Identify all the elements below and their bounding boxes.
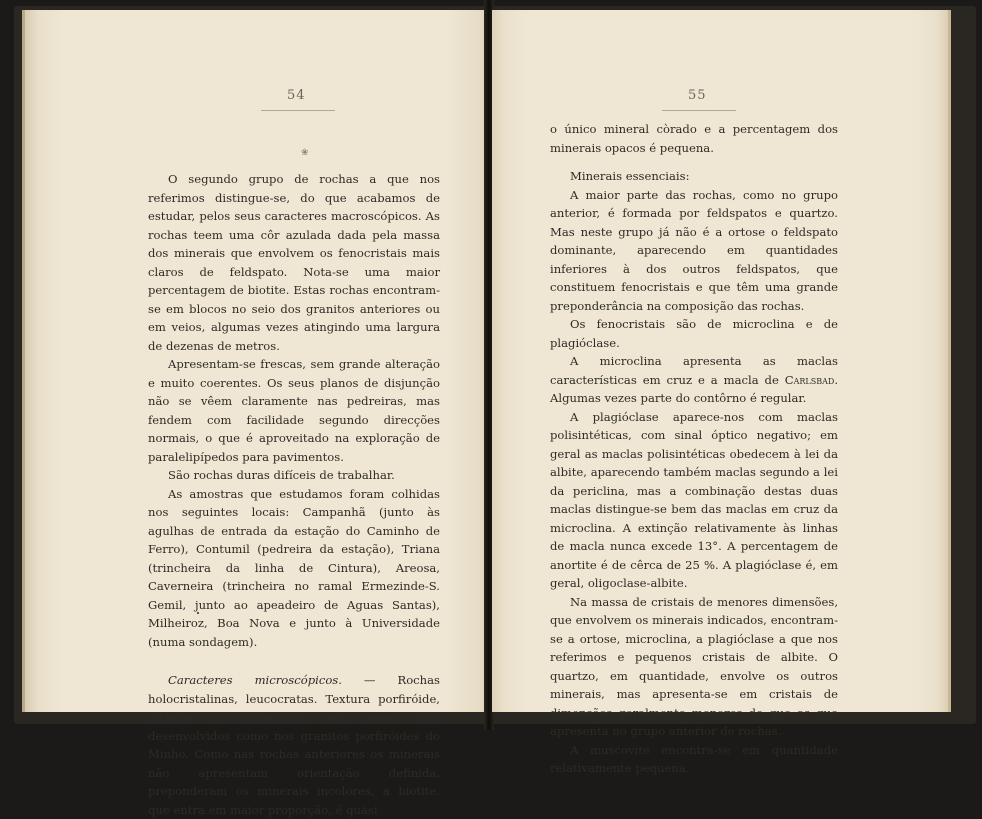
section-heading: Caracteres microscópicos. (168, 673, 342, 687)
page-number-rule (662, 110, 736, 111)
paragraph: A maior parte das rochas, como no grupo anterior, é formada por feldspatos e quartzo. Mas neste grupo já não é a ortose o feldspato dominante, aparecendo em quantidades inferiores à dos outros feldspatos, que constituem fenocristais e que têm uma grande preponderância na composição das rochas. (550, 187, 838, 313)
paragraph: A muscovite encontra-se em quantidade relativamente pequena. (550, 742, 838, 775)
paragraph: Apresentam-se frescas, sem grande alteração e muito coerentes. Os seus planos de disjunção não se vêem claramente nas pedreiras, mas fendem com facilidade segundo direcções normais, o que é aproveitado na exploração de paralelipípedos para pavimentos. (148, 357, 440, 464)
paragraph: A plagióclase aparece-nos com maclas polisintéticas, com sinal óptico negativo; em geral as maclas polisintéticas obedecem à lei da albite, aparecendo também maclas segundo a lei da periclina, mas a combinação destas duas maclas distingue-se bem das maclas em cruz da microclina. A extinção relativamente às linhas de macla nunca excede 13°. A percentagem de anortite é de cêrca de 25 %. A plagióclase é, em geral, oligoclase-albite. (550, 409, 838, 590)
page-number-rule (261, 110, 335, 111)
paragraph-microscopic (148, 671, 440, 819)
paragraph: Os fenocristais são de microclina e de plagióclase. (550, 317, 838, 350)
paragraph-part: . Algumas vezes parte do contôrno é regular. (550, 372, 838, 405)
ink-mark (197, 612, 199, 614)
paragraph: As amostras que estudamos foram colhidas nos seguintes locais: Campanhã (junto às agulhas de entrada da estação do Caminho de Ferro), Contumil (pedreira da estação), Triana (trincheira da linha de Cintura), Areosa, Caverneira (trincheira no ramal Ermezinde-S. Gemil, junto ao apeadeiro de Aguas Santas), Milheiroz, Boa Nova e junto à Universidade (numa sondagem). (148, 486, 440, 649)
paragraph: O segundo grupo de rochas a que nos referimos distingue-se, do que acabamos de estudar, pelos seus caracteres macroscópicos. As rochas teem uma côr azulada dada pela massa dos minerais que envolvem os fenocristais mais claros de feldspato. Nota-se uma maior percentagem de biotite. Estas rochas encontram-se em blocos no seio dos granitos anteriores ou em veios, algumas vezes atingindo uma largura de dezenas de metros. (148, 172, 440, 353)
carlsbad-term: Carlsbad (784, 372, 835, 387)
left-body-text (148, 170, 440, 819)
right-page (492, 10, 951, 775)
right-body-text (550, 120, 838, 778)
paragraph: Minerais essenciais: (570, 169, 690, 183)
page-number: 54 (287, 88, 306, 103)
left-page (22, 10, 489, 817)
paragraph: o único mineral còrado e a percentagem dos minerais opacos é pequena. (550, 122, 838, 155)
paragraph-part: A microclina apresenta as maclas características em cruz e a macla de (550, 354, 838, 387)
paragraph: São rochas duras difíceis de trabalhar. (168, 468, 395, 482)
section-text: — Rochas holocristalinas, leucocratas. Textura porfiróide, embora os fenocristais não sejam tam desenvolvidos como nos granitos porfiróides do Minho. Como nas rochas anteriores os minerais não apresentam orientação definida, preponderam os minerais incolores, a biotite, que entra em maior proporção, é quási (148, 673, 441, 817)
paragraph (550, 352, 838, 408)
page-number: 55 (688, 88, 707, 103)
paragraph: Na massa de cristais de menores dimensões, que envolvem os minerais indicados, encontram-se a ortose, microclina, a plagióclase a que nos referimos e pequenos cristais de albite. O quartzo, em quantidade, envolve os outros minerais, mas apresenta-se em cristais de dimensões geralmente menores do que as que apresenta no grupo anterior de rochas. (550, 594, 838, 738)
ornament: ❀ (301, 148, 309, 158)
